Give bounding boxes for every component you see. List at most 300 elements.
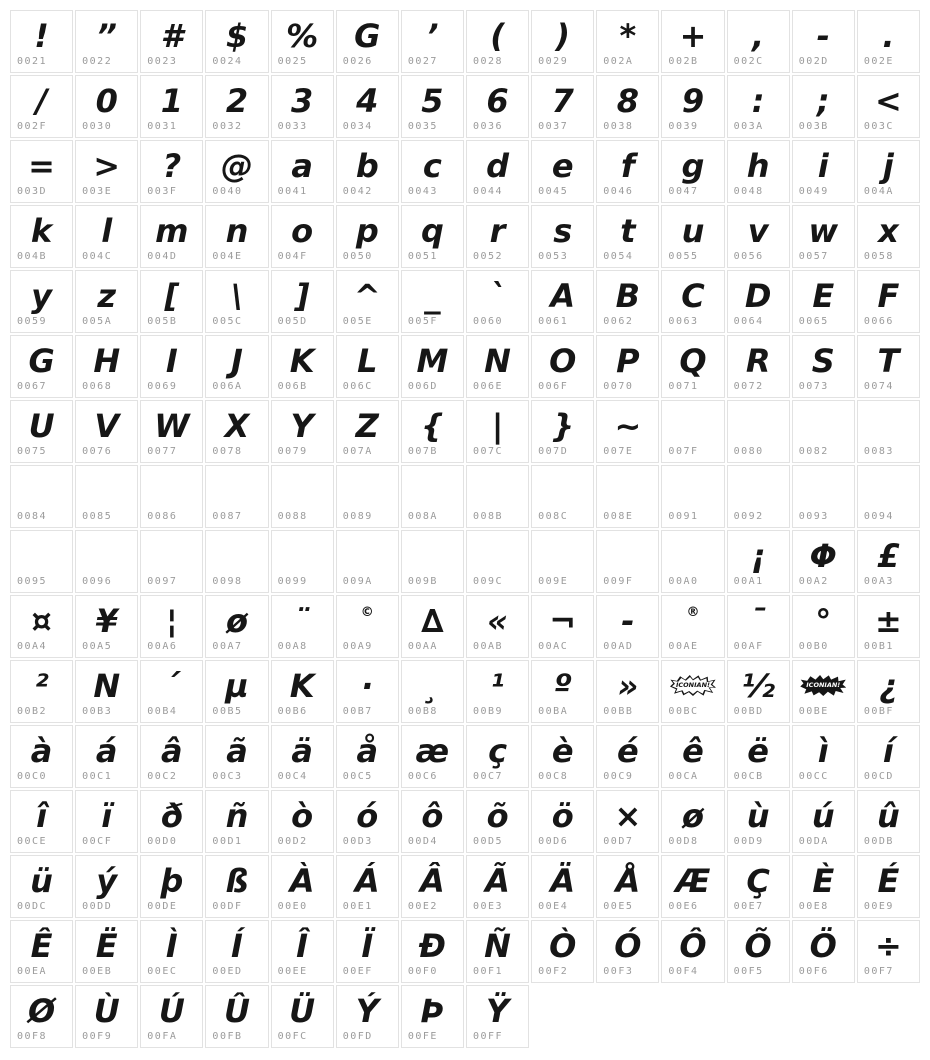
glyph-cell-0092[interactable]	[727, 465, 790, 528]
glyph-cell-00ED[interactable]	[205, 920, 268, 983]
code-label: 00D6	[538, 836, 569, 847]
glyph-cell-00CA[interactable]	[661, 725, 724, 788]
glyph-cell-0071[interactable]	[661, 335, 724, 398]
glyph-cell-0068[interactable]	[75, 335, 138, 398]
glyph-cell-00D1[interactable]	[205, 790, 268, 853]
glyph-cell-00C3[interactable]	[205, 725, 268, 788]
glyph-cell-00B8[interactable]	[401, 660, 464, 723]
glyph-cell-004B[interactable]	[10, 205, 73, 268]
glyph: .	[882, 16, 895, 55]
glyph: Q	[679, 341, 707, 380]
glyph-cell-006F[interactable]	[531, 335, 594, 398]
glyph-cell-00A5[interactable]	[75, 595, 138, 658]
glyph-cell-00B5[interactable]	[205, 660, 268, 723]
glyph-cell-00AD[interactable]	[596, 595, 659, 658]
glyph-cell-00D7[interactable]	[596, 790, 659, 853]
code-label: 008B	[472, 511, 504, 522]
glyph-cell-0057[interactable]	[792, 205, 855, 268]
glyph	[272, 466, 333, 512]
glyph-cell-00F8[interactable]	[10, 985, 73, 1048]
glyph-cell-00A6[interactable]	[140, 595, 203, 658]
glyph-cell-00B9[interactable]	[466, 660, 529, 723]
code-label: 0079	[277, 446, 308, 457]
glyph-cell-007D[interactable]	[531, 400, 594, 463]
glyph: ô	[421, 796, 444, 835]
glyph-cell-00E8[interactable]	[792, 855, 855, 918]
code-label: 00BF	[863, 706, 894, 717]
glyph-cell-0064[interactable]	[727, 270, 790, 333]
glyph-cell-0034[interactable]	[336, 75, 399, 138]
glyph: /	[35, 81, 48, 120]
glyph	[728, 466, 789, 512]
code-label: 00E0	[277, 901, 308, 912]
glyph-cell-00B0[interactable]	[792, 595, 855, 658]
glyph-cell-00B2[interactable]	[10, 660, 73, 723]
glyph-cell-00E3[interactable]	[466, 855, 529, 918]
glyph-cell-0054[interactable]	[596, 205, 659, 268]
glyph: \	[231, 276, 243, 315]
code-label: 0048	[733, 186, 764, 197]
glyph-cell-00F6[interactable]	[792, 920, 855, 983]
glyph-cell-00BF[interactable]	[857, 660, 920, 723]
glyph-cell-009A[interactable]	[336, 530, 399, 593]
code-label: 00CF	[82, 836, 113, 847]
glyph-cell-0022[interactable]	[75, 10, 138, 73]
glyph-cell-0040[interactable]	[205, 140, 268, 203]
glyph-cell-00A8[interactable]	[271, 595, 334, 658]
glyph: Ç	[746, 861, 770, 900]
glyph-cell-0025[interactable]	[271, 10, 334, 73]
glyph-cell-007B[interactable]	[401, 400, 464, 463]
code-label: 00A7	[212, 641, 243, 652]
glyph-cell-0049[interactable]	[792, 140, 855, 203]
glyph-cell-00F9[interactable]	[75, 985, 138, 1048]
glyph-cell-0075[interactable]	[10, 400, 73, 463]
glyph-cell-00D9[interactable]	[727, 790, 790, 853]
glyph-cell-0080[interactable]	[727, 400, 790, 463]
glyph-cell-002B[interactable]	[661, 10, 724, 73]
glyph-cell-005E[interactable]	[336, 270, 399, 333]
glyph-cell-00BA[interactable]	[531, 660, 594, 723]
glyph-cell-0060[interactable]	[466, 270, 529, 333]
glyph-cell-0089[interactable]	[336, 465, 399, 528]
glyph-cell-00BD[interactable]	[727, 660, 790, 723]
glyph-cell-00FC[interactable]	[271, 985, 334, 1048]
code-label: 00DA	[798, 836, 829, 847]
glyph	[793, 661, 854, 707]
glyph	[467, 531, 528, 577]
glyph-cell-00B6[interactable]	[271, 660, 334, 723]
code-label: 00FB	[212, 1031, 243, 1042]
glyph-cell-00E7[interactable]	[727, 855, 790, 918]
glyph: O	[549, 341, 577, 380]
glyph-cell-0033[interactable]	[271, 75, 334, 138]
code-label: 0038	[603, 121, 634, 132]
glyph-cell-007A[interactable]	[336, 400, 399, 463]
code-label: 00B0	[798, 641, 829, 652]
glyph-cell-005D[interactable]	[271, 270, 334, 333]
code-label: 00FD	[342, 1031, 373, 1042]
glyph: >	[93, 146, 121, 185]
glyph-cell-00D6[interactable]	[531, 790, 594, 853]
glyph-cell-0085[interactable]	[75, 465, 138, 528]
glyph: ¡	[750, 536, 766, 575]
glyph-cell-00DA[interactable]	[792, 790, 855, 853]
glyph-cell-0087[interactable]	[205, 465, 268, 528]
glyph: $	[225, 16, 249, 55]
glyph-cell-003E[interactable]	[75, 140, 138, 203]
glyph-cell-004C[interactable]	[75, 205, 138, 268]
glyph-cell-0099[interactable]	[271, 530, 334, 593]
glyph-cell-00BE[interactable]	[792, 660, 855, 723]
glyph-cell-00CF[interactable]	[75, 790, 138, 853]
glyph	[141, 531, 202, 577]
glyph-cell-005A[interactable]	[75, 270, 138, 333]
glyph-cell-0024[interactable]	[205, 10, 268, 73]
code-label: 0043	[407, 186, 438, 197]
glyph-cell-00F3[interactable]	[596, 920, 659, 983]
glyph-cell-00EC[interactable]	[140, 920, 203, 983]
glyph-cell-00F2[interactable]	[531, 920, 594, 983]
glyph-cell-00DC[interactable]	[10, 855, 73, 918]
code-label: 0030	[82, 121, 113, 132]
glyph-cell-0048[interactable]	[727, 140, 790, 203]
glyph-cell-00FE[interactable]	[401, 985, 464, 1048]
glyph-cell-00B7[interactable]	[336, 660, 399, 723]
glyph-cell-00C6[interactable]	[401, 725, 464, 788]
glyph-cell-00FB[interactable]	[205, 985, 268, 1048]
glyph-cell-0084[interactable]	[10, 465, 73, 528]
glyph-cell-0076[interactable]	[75, 400, 138, 463]
glyph: _	[424, 276, 441, 315]
glyph-cell-006B[interactable]	[271, 335, 334, 398]
glyph-cell-00F0[interactable]	[401, 920, 464, 983]
glyph-cell-0074[interactable]	[857, 335, 920, 398]
glyph-cell-003A[interactable]	[727, 75, 790, 138]
glyph-cell-00CE[interactable]	[10, 790, 73, 853]
glyph-cell-00AF[interactable]	[727, 595, 790, 658]
code-label: 00F2	[538, 966, 569, 977]
glyph-cell-00A3[interactable]	[857, 530, 920, 593]
glyph-cell-009C[interactable]	[466, 530, 529, 593]
glyph: Z	[355, 406, 379, 445]
glyph: Þ	[420, 991, 445, 1030]
glyph-cell-00EF[interactable]	[336, 920, 399, 983]
glyph-cell-0066[interactable]	[857, 270, 920, 333]
glyph-cell-0067[interactable]	[10, 335, 73, 398]
glyph: Î	[296, 926, 309, 965]
glyph-cell-0028[interactable]	[466, 10, 529, 73]
glyph-cell-00C5[interactable]	[336, 725, 399, 788]
glyph: ý	[96, 861, 118, 900]
glyph-cell-00DF[interactable]	[205, 855, 268, 918]
glyph-cell-0046[interactable]	[596, 140, 659, 203]
glyph-cell-0038[interactable]	[596, 75, 659, 138]
code-label: 0070	[603, 381, 634, 392]
glyph-cell-0079[interactable]	[271, 400, 334, 463]
glyph-cell-0062[interactable]	[596, 270, 659, 333]
glyph-cell-00D0[interactable]	[140, 790, 203, 853]
glyph-cell-0045[interactable]	[531, 140, 594, 203]
glyph-cell-0055[interactable]	[661, 205, 724, 268]
glyph-cell-0037[interactable]	[531, 75, 594, 138]
glyph-cell-00A7[interactable]	[205, 595, 268, 658]
glyph-cell-00AA[interactable]	[401, 595, 464, 658]
glyph-cell-0070[interactable]	[596, 335, 659, 398]
glyph-cell-00C2[interactable]	[140, 725, 203, 788]
glyph-cell-007C[interactable]	[466, 400, 529, 463]
glyph-cell-0053[interactable]	[531, 205, 594, 268]
glyph-cell-00D2[interactable]	[271, 790, 334, 853]
glyph-cell-0043[interactable]	[401, 140, 464, 203]
glyph-cell-00EE[interactable]	[271, 920, 334, 983]
glyph-cell-0032[interactable]	[205, 75, 268, 138]
code-label: 0099	[277, 576, 308, 587]
code-label: 003E	[82, 186, 113, 197]
glyph-cell-00B4[interactable]	[140, 660, 203, 723]
glyph-cell-0088[interactable]	[271, 465, 334, 528]
glyph-cell-0041[interactable]	[271, 140, 334, 203]
glyph-cell-00AC[interactable]	[531, 595, 594, 658]
glyph-cell-00E5[interactable]	[596, 855, 659, 918]
code-label: 0044	[472, 186, 504, 197]
glyph-cell-0050[interactable]	[336, 205, 399, 268]
glyph-cell-0082[interactable]	[792, 400, 855, 463]
glyph-cell-0063[interactable]	[661, 270, 724, 333]
code-label: 002F	[17, 121, 48, 132]
glyph-cell-00F4[interactable]	[661, 920, 724, 983]
code-label: 00D3	[342, 836, 373, 847]
glyph-cell-00AB[interactable]	[466, 595, 529, 658]
glyph-cell-0094[interactable]	[857, 465, 920, 528]
glyph-cell-00DD[interactable]	[75, 855, 138, 918]
code-label: 007E	[603, 446, 634, 457]
code-label: 00E3	[472, 901, 504, 912]
glyph-cell-006D[interactable]	[401, 335, 464, 398]
code-label: 007D	[538, 446, 569, 457]
glyph-cell-00FF[interactable]	[466, 985, 529, 1048]
glyph-cell-00A1[interactable]	[727, 530, 790, 593]
code-label: 0089	[342, 511, 373, 522]
glyph-cell-00C7[interactable]	[466, 725, 529, 788]
glyph-cell-00F7[interactable]	[857, 920, 920, 983]
code-label: 00D7	[603, 836, 634, 847]
code-label: 0065	[798, 316, 829, 327]
glyph-cell-00A9[interactable]	[336, 595, 399, 658]
code-label: 00CC	[798, 771, 829, 782]
glyph-cell-009E[interactable]	[531, 530, 594, 593]
glyph-cell-00FD[interactable]	[336, 985, 399, 1048]
glyph-cell-0056[interactable]	[727, 205, 790, 268]
glyph-cell-003D[interactable]	[10, 140, 73, 203]
glyph: Û	[224, 991, 250, 1030]
glyph-cell-0058[interactable]	[857, 205, 920, 268]
code-label: 00A1	[733, 576, 764, 587]
code-label: 00E2	[407, 901, 438, 912]
glyph-cell-00E2[interactable]	[401, 855, 464, 918]
glyph-cell-0035[interactable]	[401, 75, 464, 138]
code-label: 002D	[798, 56, 829, 67]
glyph-cell-0029[interactable]	[531, 10, 594, 73]
glyph-cell-00D3[interactable]	[336, 790, 399, 853]
glyph-cell-0023[interactable]	[140, 10, 203, 73]
glyph-cell-00C1[interactable]	[75, 725, 138, 788]
glyph-cell-00D8[interactable]	[661, 790, 724, 853]
glyph-cell-0073[interactable]	[792, 335, 855, 398]
glyph-cell-007E[interactable]	[596, 400, 659, 463]
glyph-cell-0091[interactable]	[661, 465, 724, 528]
glyph-cell-00F1[interactable]	[466, 920, 529, 983]
glyph-cell-002D[interactable]	[792, 10, 855, 73]
glyph-cell-0042[interactable]	[336, 140, 399, 203]
code-label: 00CD	[863, 771, 894, 782]
glyph-cell-0078[interactable]	[205, 400, 268, 463]
glyph-cell-00E6[interactable]	[661, 855, 724, 918]
glyph-cell-0077[interactable]	[140, 400, 203, 463]
glyph: N	[93, 666, 121, 705]
code-label: 0023	[147, 56, 178, 67]
glyph-cell-00C8[interactable]	[531, 725, 594, 788]
code-label: 006D	[407, 381, 438, 392]
glyph-cell-0096[interactable]	[75, 530, 138, 593]
glyph: ½	[741, 666, 775, 705]
glyph-cell-00D5[interactable]	[466, 790, 529, 853]
glyph-cell-008E[interactable]	[596, 465, 659, 528]
glyph-cell-0031[interactable]	[140, 75, 203, 138]
code-label: 00A0	[668, 576, 699, 587]
glyph-cell-002F[interactable]	[10, 75, 73, 138]
code-label: 00C4	[277, 771, 308, 782]
glyph-cell-00B3[interactable]	[75, 660, 138, 723]
glyph-cell-00C4[interactable]	[271, 725, 334, 788]
glyph-cell-0086[interactable]	[140, 465, 203, 528]
glyph-cell-002C[interactable]	[727, 10, 790, 73]
glyph-cell-00E0[interactable]	[271, 855, 334, 918]
glyph-cell-003B[interactable]	[792, 75, 855, 138]
glyph-cell-005C[interactable]	[205, 270, 268, 333]
glyph-cell-00CC[interactable]	[792, 725, 855, 788]
glyph-cell-008A[interactable]	[401, 465, 464, 528]
glyph-cell-0093[interactable]	[792, 465, 855, 528]
glyph: x	[878, 211, 899, 250]
code-label: 00B4	[147, 706, 178, 717]
glyph-cell-008C[interactable]	[531, 465, 594, 528]
glyph: z	[97, 276, 117, 315]
glyph-cell-0069[interactable]	[140, 335, 203, 398]
glyph-cell-00D4[interactable]	[401, 790, 464, 853]
glyph-cell-008B[interactable]	[466, 465, 529, 528]
glyph-cell-006A[interactable]	[205, 335, 268, 398]
glyph-cell-00EA[interactable]	[10, 920, 73, 983]
glyph-cell-00EB[interactable]	[75, 920, 138, 983]
code-label: 00C6	[407, 771, 438, 782]
glyph-cell-007F[interactable]	[661, 400, 724, 463]
glyph-cell-00CB[interactable]	[727, 725, 790, 788]
glyph-cell-004D[interactable]	[140, 205, 203, 268]
glyph-cell-003C[interactable]	[857, 75, 920, 138]
glyph: ]	[294, 276, 310, 315]
glyph-cell-00C0[interactable]	[10, 725, 73, 788]
glyph-cell-00AE[interactable]	[661, 595, 724, 658]
glyph-cell-003F[interactable]	[140, 140, 203, 203]
glyph-cell-005B[interactable]	[140, 270, 203, 333]
glyph-cell-0097[interactable]	[140, 530, 203, 593]
glyph-cell-0095[interactable]	[10, 530, 73, 593]
glyph-cell-00CD[interactable]	[857, 725, 920, 788]
glyph-cell-00B1[interactable]	[857, 595, 920, 658]
glyph-cell-004A[interactable]	[857, 140, 920, 203]
glyph-cell-0039[interactable]	[661, 75, 724, 138]
glyph-cell-0030[interactable]	[75, 75, 138, 138]
code-label: 00D5	[472, 836, 504, 847]
code-label: 0071	[668, 381, 699, 392]
glyph-cell-002A[interactable]	[596, 10, 659, 73]
glyph-cell-00E1[interactable]	[336, 855, 399, 918]
glyph-cell-00A2[interactable]	[792, 530, 855, 593]
glyph-cell-0036[interactable]	[466, 75, 529, 138]
glyph-cell-00A4[interactable]	[10, 595, 73, 658]
glyph-cell-00DB[interactable]	[857, 790, 920, 853]
glyph: -	[816, 16, 830, 55]
glyph: )	[555, 16, 571, 55]
glyph-cell-0052[interactable]	[466, 205, 529, 268]
glyph-cell-0047[interactable]	[661, 140, 724, 203]
glyph	[793, 401, 854, 447]
glyph-cell-002E[interactable]	[857, 10, 920, 73]
code-label: 004A	[863, 186, 894, 197]
glyph-cell-00F5[interactable]	[727, 920, 790, 983]
glyph-cell-00FA[interactable]	[140, 985, 203, 1048]
glyph-cell-00C9[interactable]	[596, 725, 659, 788]
code-label: 00BE	[798, 706, 829, 717]
glyph-cell-0083[interactable]	[857, 400, 920, 463]
glyph-cell-0051[interactable]	[401, 205, 464, 268]
code-label: 009A	[342, 576, 373, 587]
glyph: Ý	[355, 991, 379, 1030]
code-label: 00F3	[603, 966, 634, 977]
code-label: 007F	[668, 446, 699, 457]
glyph-cell-00DE[interactable]	[140, 855, 203, 918]
glyph: È	[812, 861, 835, 900]
glyph-cell-00BB[interactable]	[596, 660, 659, 723]
glyph-cell-00E9[interactable]	[857, 855, 920, 918]
glyph-cell-0026[interactable]	[336, 10, 399, 73]
glyph-cell-0027[interactable]	[401, 10, 464, 73]
glyph-cell-0065[interactable]	[792, 270, 855, 333]
glyph-cell-0021[interactable]	[10, 10, 73, 73]
glyph-cell-00BC[interactable]	[661, 660, 724, 723]
glyph-cell-004E[interactable]	[205, 205, 268, 268]
code-label: 0060	[472, 316, 504, 327]
glyph-cell-005F[interactable]	[401, 270, 464, 333]
glyph-cell-006C[interactable]	[336, 335, 399, 398]
glyph-cell-0059[interactable]	[10, 270, 73, 333]
glyph-cell-0044[interactable]	[466, 140, 529, 203]
glyph: G	[354, 16, 381, 55]
code-label: 003B	[798, 121, 829, 132]
glyph-cell-009F[interactable]	[596, 530, 659, 593]
glyph-cell-006E[interactable]	[466, 335, 529, 398]
glyph-cell-00E4[interactable]	[531, 855, 594, 918]
glyph-cell-0061[interactable]	[531, 270, 594, 333]
glyph-cell-0072[interactable]	[727, 335, 790, 398]
glyph-cell-00A0[interactable]	[661, 530, 724, 593]
glyph-cell-004F[interactable]	[271, 205, 334, 268]
glyph	[272, 531, 333, 577]
glyph-cell-009B[interactable]	[401, 530, 464, 593]
glyph-cell-0098[interactable]	[205, 530, 268, 593]
glyph: o	[291, 211, 314, 250]
